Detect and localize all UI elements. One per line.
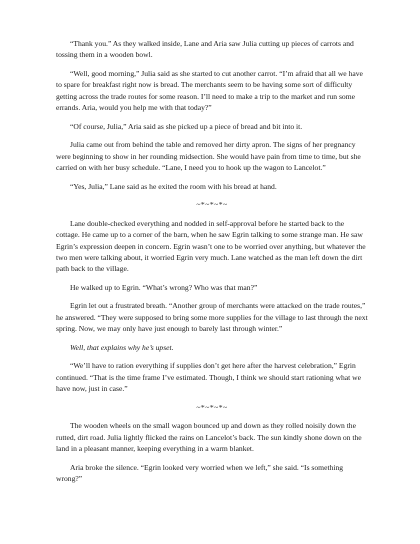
paragraph: Lane double-checked everything and nodded in self-approval before he started back to the cottage. He came up to a corner of the barn, when he saw Egrin talking to some strange man. He saw Egrin’s expression deepen in concern. Egrin wasn’t one to be worried over anything, but whatever the two men were talking about, it worried Egrin very much. Lane watched as the man left down the dirt path back to the village. [56,218,366,274]
italic-thought: Well, that explains why he’s upset. [70,342,174,352]
paragraph: “Well, good morning,” Julia said as she started to cut another carrot. “I’m afraid that all we have to spare for breakfast right now is bread. The merchants seem to be having some sort of difficulty getting across the trade routes for some reason. I’ll need to make a trip to the market and run some errands. Aria, would you help me with that today?” [56,68,363,112]
paragraph: The wooden wheels on the small wagon bounced up and down as they rolled noisily down the rutted, dirt road. Julia lightly flicked the rains on Lancelot’s back. The sun kindly shone down on the land in a pleasant manner, keeping everything in a warm blanket. [56,421,362,453]
paragraph: He walked up to Egrin. “What’s wrong? Who was that man?” [70,282,258,292]
paragraph: “We’ll have to ration everything if supplies don’t get here after the harvest celebration,” Egrin continued. “That is the time frame I’ve estimated. Though, I think we should start rationing what we have now, just in case.” [56,361,362,394]
paragraph: “Thank you.” As they walked inside, Lane and Aria saw Julia cutting up pieces of carrots and tossing them in a wooden bowl. [56,39,354,60]
paragraph: Egrin let out a frustrated breath. “Another group of merchants were attacked on the trade routes,” he answered. “They were supposed to bring some more supplies for the village to last through the next spring. Now, we may only have just enough to barely last through winter.” [56,301,368,334]
scene-break: ~*~*~*~ [196,200,228,210]
paragraph: Aria broke the silence. “Egrin looked very worried when we left,” she said. “Is something wrong?” [56,462,344,483]
paragraph: “Yes, Julia,” Lane said as he exited the room with his bread at hand. [70,181,277,191]
paragraph: “Of course, Julia,” Aria said as she picked up a piece of bread and bit into it. [70,121,303,131]
scene-break: ~*~*~*~ [196,402,228,412]
paragraph: Julia came out from behind the table and removed her dirty apron. The signs of her pregnancy were beginning to show in her rounding midsection. She would have pain from time to time, but she carried on with her busy schedule. “Lane, I need you to hook up the wagon to Lancelot.” [56,140,361,172]
